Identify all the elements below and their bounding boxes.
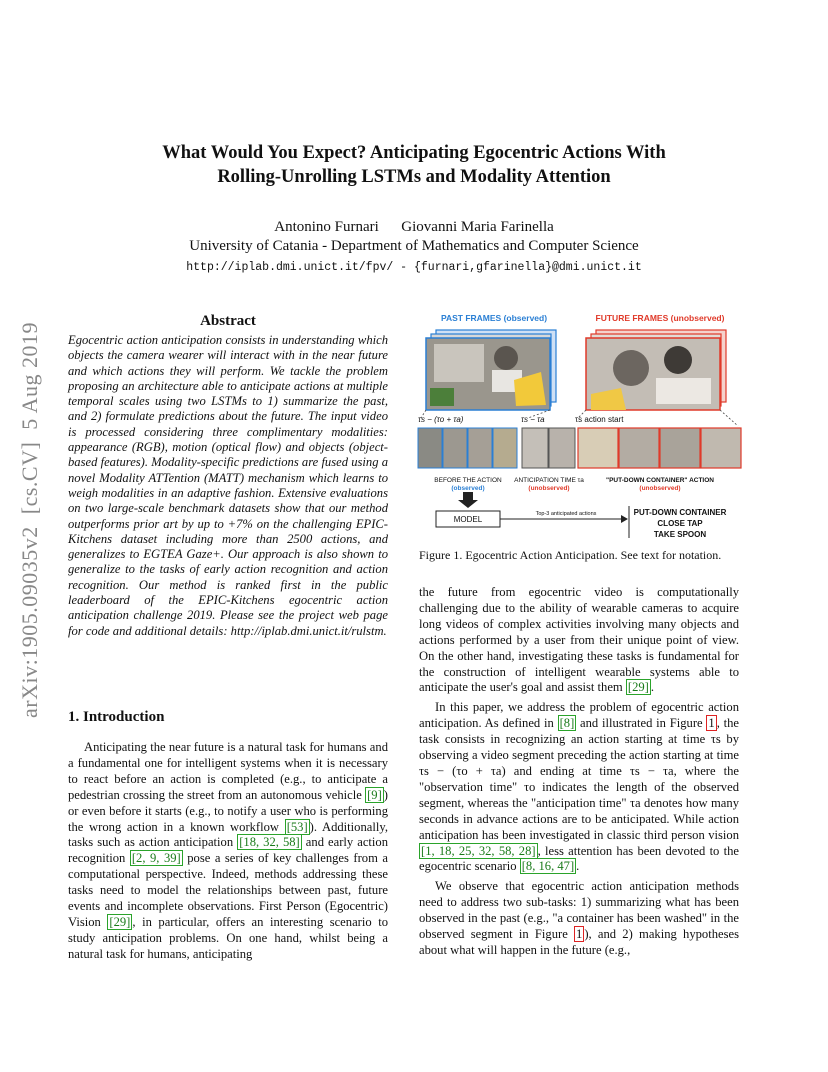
citation[interactable]: [8] (559, 716, 575, 731)
figure-ref[interactable]: 1 (708, 716, 715, 731)
section-heading: 1. Introduction (68, 709, 165, 725)
past-frames-label: PAST FRAMES (observed) (440, 313, 548, 323)
arxiv-stamp: arXiv:1905.09035v2 [cs.CV] 5 Aug 2019 (17, 322, 42, 718)
down-arrow-icon (458, 492, 478, 508)
figure-1 (416, 310, 746, 542)
right-arrow-icon (621, 515, 628, 523)
observed-label: (observed) (451, 485, 485, 492)
figure-ref[interactable]: 1 (576, 927, 583, 942)
time-start-label: τs − (τo + τa) (418, 415, 464, 424)
citation[interactable]: [2, 9, 39] (131, 851, 181, 866)
time-end-label: τs − τa (521, 415, 545, 424)
timeline-frames (418, 428, 741, 468)
before-action-label: BEFORE THE ACTION (434, 477, 502, 484)
unobserved-label-2: (unobserved) (639, 485, 681, 492)
citation[interactable]: [9] (367, 787, 382, 802)
affiliation: University of Catania - Department of Mathematics and Computer Science (189, 238, 639, 254)
prediction-1: PUT-DOWN CONTAINER (633, 508, 727, 517)
model-label: MODEL (453, 515, 483, 524)
contact-url: http://iplab.dmi.unict.it/fpv/ - {furnari,gfarinella}@dmi.unict.it (186, 261, 642, 274)
abstract-heading: Abstract (200, 313, 256, 329)
citation[interactable]: [18, 32, 58] (239, 835, 300, 850)
citation[interactable]: [29] (109, 914, 131, 929)
citation[interactable]: [1, 18, 25, 32, 58, 28] (421, 843, 536, 858)
action-start-label: τs action start (575, 415, 624, 424)
intro-paragraph: Anticipating the near future is a natural task for humans and a fundamental one for intelligent systems when it is necessary to react before an action is completed (e.g., to anticipate a pedestrian crossing the street from an autonomous vehicle [9] ) or even before it starts (e.g., to notify a user who is performing the wrong action in a known workflow [53] ). Additionally, tasks such as action anticipation [18, 32, 58] and early action recognition [2, 9, 39] pose a series of key challenges from a computational perspective. Indeed, methods addressing these tasks need to model the relationships between past, future events and incomplete observations. First Person (Egocentric) Vision [29] , in particular, offers an interesting scenario to study anticipation problems. On one hand, whilst being a natural task for humans, anticipating (68, 740, 389, 961)
top3-label: Top-3 anticipated actions (535, 511, 597, 517)
prediction-3: TAKE SPOON (653, 530, 707, 539)
past-frames-stack (426, 330, 556, 410)
abstract-text: Egocentric action anticipation consists in understanding which objects the camera wearer will interact with in the near future and which actions they will perform. We tackle the problem proposing an architecture able to anticipate actions at multiple temporal scales using two LSTMs to 1) summarize the past, and 2) formulate predictions about the future. The input video is processed considering three complimentary modalities: appearance (RGB), motion (optical flow) and objects (object-based features). Modality-specific predictions are fused using a novel Modality ATTention (MATT) mechanism which learns to weigh modalities in an adaptive fashion. Extensive evaluations on two large-scale benchmark datasets show that our method outperforms prior art by up to +7% on the challenging EPIC-Kitchens dataset including more than 2500 actions, and generalizes to EGTEA Gaze+. Our approach is also shown to generalize to the tasks of early action recognition and action recognition. Our method is ranked first in the public leaderboard of the EPIC-Kitchens egocentric action anticipation challenge 2019. Please see the project web page for code and additional details: http://iplab.dmi.unict.it/rulstm. (68, 333, 388, 638)
future-frames-stack (586, 330, 726, 410)
unobserved-label-1: (unobserved) (528, 485, 570, 492)
citation[interactable]: [8, 16, 47] (521, 859, 575, 874)
citation[interactable]: [29] (627, 680, 649, 695)
figure-caption: Figure 1. Egocentric Action Anticipation. See text for notation. (419, 548, 722, 562)
paper-title: What Would You Expect? Anticipating Egocentric Actions With Rolling-Unrolling LSTMs and Modality Attention (162, 143, 666, 187)
citation[interactable]: [53] (286, 819, 308, 834)
right-column-text: the future from egocentric video is computationally challenging due to the ability of wearable cameras to acquire long videos of complex activities involving many objects and actions performed by a user from their unique point of view. On the other hand, investigating these tasks is fundamental for the construction of intelligent wearable systems able to anticipate the user's goal and assist them [29] . In this paper, we address the problem of egocentric action anticipation. As defined in [8] and illustrated in Figure 1 , the task consists in recognizing an action starting at time τs by observing a video segment preceding the action starting at time τs − (τo + τa) and ending at time τs − τa, where the "observation time" τo indicates the length of the observed segment, whereas the "anticipation time" τa denotes how many seconds in advance actions are to be anticipated. While action anticipation has been investigated in classic third person vision [1, 18, 25, 32, 58, 28] , less attention has been devoted to the egocentric scenario [8, 16, 47] . We observe that egocentric action anticipation methods need to address two sub-tasks: 1) summarizing what has been observed in the past (e.g., "a container has been washed" in the observed segment in Figure 1 ), and 2) making hypotheses about what will happen in the future (e.g., (419, 585, 739, 957)
anticipation-time-label: ANTICIPATION TIME τa (514, 477, 584, 484)
future-frames-label: FUTURE FRAMES (unobserved) (595, 313, 725, 323)
putdown-action-label: "PUT-DOWN CONTAINER" ACTION (606, 477, 714, 484)
authors: Antonino Furnari Giovanni Maria Farinella (274, 219, 554, 235)
prediction-2: CLOSE TAP (657, 519, 703, 528)
